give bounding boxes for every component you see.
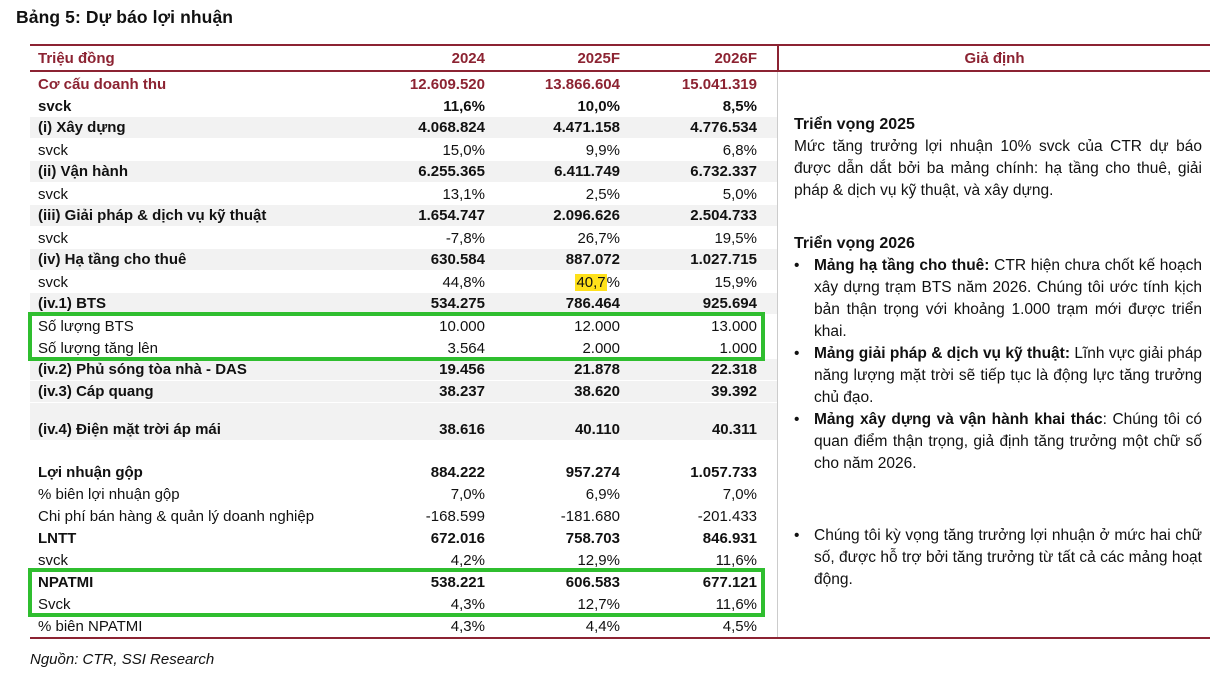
value-2026f: 1.000 [719, 339, 757, 357]
value-2024: 538.221 [430, 573, 485, 591]
green-highlight-box [30, 571, 777, 615]
table-body-left [30, 72, 777, 637]
row-label: svck [38, 185, 68, 203]
value-2026f: 6,8% [722, 141, 757, 159]
value-2024: 12.609.520 [409, 75, 485, 93]
table-row [30, 183, 777, 205]
assumption-paragraph: Mức tăng trưởng lợi nhuận 10% svck của CTR dự báo được dẫn dắt bởi ba mảng chính: hạ tầng cho thuê, giải pháp & dịch vụ kỹ thuật, và xây dựng. [794, 138, 1202, 199]
value-2026f: 4,5% [722, 617, 757, 635]
value-2024: 4,3% [450, 595, 485, 613]
value-2024: 10.000 [439, 317, 485, 335]
table-row [30, 117, 777, 139]
green-highlight-box [30, 315, 777, 359]
value-2025f: 9,9% [585, 141, 620, 159]
value-2024: 534.275 [430, 295, 485, 312]
value-2026f: 13.000 [711, 317, 757, 335]
table-header [30, 46, 1210, 72]
value-2025f: 12.000 [574, 317, 620, 335]
table-header-left [30, 46, 777, 70]
highlighted-value: 40,7 [576, 273, 606, 291]
row-label: Chi phí bán hàng & quản lý doanh nghiệp [38, 507, 315, 525]
assumption-bullet [794, 409, 1202, 475]
value-2026f: 677.121 [702, 573, 757, 591]
value-2026f: 40.311 [711, 421, 757, 438]
value-2025f: 10,0% [577, 97, 620, 115]
row-label: (iii) Giải pháp & dịch vụ kỹ thuật [38, 207, 267, 224]
assumption-heading: Triển vọng 2026 [794, 235, 915, 252]
row-label: svck [38, 551, 68, 569]
value-2024: 4.068.824 [418, 119, 485, 136]
value-2025f: 38.620 [574, 383, 620, 400]
value-2026f: 19,5% [714, 229, 757, 247]
table-row [30, 419, 777, 441]
row-label: NPATMI [38, 573, 94, 591]
assumption-heading: Triển vọng 2025 [794, 116, 915, 133]
value-2025f: 40,7% [576, 273, 620, 291]
row-label: (ii) Vận hành [38, 163, 128, 180]
column-header-2024: 2024 [451, 49, 485, 67]
value-2025f: 786.464 [565, 295, 620, 312]
assumption-bullet [794, 343, 1202, 409]
table-row [30, 161, 777, 183]
row-label: Lợi nhuận gộp [38, 463, 143, 481]
bullet-icon: • [794, 257, 800, 274]
value-2024: 1.654.747 [418, 207, 485, 224]
value-2025f: 957.274 [565, 463, 620, 481]
value-2024: 6.255.365 [418, 163, 485, 180]
value-2024: 4,2% [450, 551, 485, 569]
value-2026f: 15,9% [714, 273, 757, 291]
value-2024: 11,6% [443, 97, 485, 115]
value-2024: -168.599 [425, 507, 485, 525]
table-row [30, 95, 777, 117]
table-row [30, 359, 777, 381]
value-2024: 38.616 [439, 421, 485, 438]
value-2025f: 6.411.749 [554, 163, 620, 180]
value-2024: 7,0% [450, 485, 485, 503]
value-2024: -7,8% [445, 229, 485, 247]
assumptions-panel [777, 72, 1210, 637]
table-row [30, 461, 777, 483]
row-label: Cơ cấu doanh thu [38, 75, 167, 93]
table-row [30, 139, 777, 161]
row-label: svck [38, 97, 72, 115]
table-row [30, 293, 777, 315]
value-2026f: 7,0% [722, 485, 757, 503]
value-2024: 15,0% [442, 141, 485, 159]
value-2024: 19.456 [439, 361, 485, 378]
source-note: Nguồn: CTR, SSI Research [30, 651, 215, 668]
value-2024: 630.584 [430, 251, 485, 268]
table-row [30, 249, 777, 271]
value-2025f: 12,9% [577, 551, 620, 569]
row-label: (iv.1) BTS [38, 295, 107, 312]
table-title: Bảng 5: Dự báo lợi nhuận [16, 7, 234, 27]
value-2026f: 2.504.733 [690, 207, 757, 224]
row-label: (iv.4) Điện mặt trời áp mái [38, 421, 221, 438]
value-2026f: 11,6% [715, 595, 757, 613]
unit-header: Triệu đồng [38, 49, 115, 67]
value-2025f: 606.583 [565, 573, 620, 591]
spacer-row [30, 441, 777, 461]
forecast-table [30, 44, 1210, 639]
table-row [30, 483, 777, 505]
value-2025f: 2,5% [585, 185, 620, 203]
value-2025f: 758.703 [565, 529, 620, 547]
value-2025f: 4,4% [585, 617, 620, 635]
value-2026f: 22.318 [711, 361, 757, 378]
row-label: Số lượng BTS [38, 317, 134, 335]
row-label: svck [38, 273, 68, 291]
value-2025f: 12,7% [577, 595, 620, 613]
bullet-text: Chúng tôi kỳ vọng tăng trưởng lợi nhuận ở mức hai chữ số, được hỗ trợ bởi tăng trưởng từ tất cả các mảng hoạt động. [814, 527, 1202, 588]
value-2025f: 6,9% [585, 485, 620, 503]
row-label: % biên NPATMI [38, 617, 143, 635]
row-label: svck [38, 141, 68, 159]
spacer-row [30, 403, 777, 419]
assumption-bullet [794, 255, 1202, 343]
value-2026f: 5,0% [722, 185, 757, 203]
value-2025f: 887.072 [565, 251, 620, 268]
value-2026f: 1.027.715 [690, 251, 757, 268]
row-label: LNTT [38, 529, 77, 547]
row-label: (iv.2) Phủ sóng tòa nhà - DAS [38, 361, 247, 378]
value-2024: 3.564 [447, 339, 485, 357]
table-row [30, 381, 777, 403]
bullet-icon: • [794, 527, 800, 544]
value-2024: 38.237 [439, 383, 485, 400]
value-2024: 44,8% [442, 273, 485, 291]
value-2024: 884.222 [430, 463, 485, 481]
table-row [30, 227, 777, 249]
bullet-text: Mảng giải pháp & dịch vụ kỹ thuật: Lĩnh vực giải pháp năng lượng mặt trời sẽ tiếp tục là động lực tăng trưởng chủ đạo. [814, 345, 1202, 406]
value-2025f: -181.680 [560, 507, 620, 525]
value-2024: 672.016 [430, 529, 485, 547]
value-2026f: -201.433 [697, 507, 757, 525]
table-row [30, 337, 777, 359]
value-2026f: 925.694 [702, 295, 757, 312]
value-2026f: 6.732.337 [690, 163, 757, 180]
value-2026f: 1.057.733 [690, 463, 757, 481]
table-row [30, 615, 777, 637]
bullet-icon: • [794, 345, 800, 362]
row-label: svck [38, 229, 68, 247]
table-row [30, 527, 777, 549]
column-header-2026f: 2026F [714, 49, 757, 67]
bullet-icon: • [794, 411, 800, 428]
value-2025f: 21.878 [574, 361, 620, 378]
row-label: Svck [38, 595, 71, 613]
bullet-text: Mảng xây dựng và vận hành khai thác: Chúng tôi có quan điểm thận trọng, giả định tăng trưởng một chữ số cho năm 2026. [814, 411, 1202, 472]
value-2025f: 4.471.158 [553, 119, 620, 136]
value-2025f: 26,7% [577, 229, 620, 247]
table-row [30, 271, 777, 293]
value-2025f: 2.096.626 [553, 207, 620, 224]
table-row [30, 505, 777, 527]
table-row [30, 571, 777, 593]
value-2026f: 11,6% [715, 551, 757, 569]
value-2026f: 4.776.534 [690, 119, 757, 136]
value-2026f: 846.931 [702, 529, 757, 547]
value-2025f: 40.110 [574, 421, 620, 438]
column-header-2025f: 2025F [577, 49, 620, 67]
value-2025f: 13.866.604 [544, 75, 620, 93]
row-label: (iv) Hạ tầng cho thuê [38, 251, 187, 268]
table-row [30, 549, 777, 571]
row-label: (iv.3) Cáp quang [38, 383, 154, 400]
table-row [30, 315, 777, 337]
bullet-text: Mảng hạ tầng cho thuê: CTR hiện chưa chốt kế hoạch xây dựng trạm BTS năm 2026. Chúng tôi ước tính kịch bản thận trọng với khoảng 1.000 trạm mới được triển khai. [814, 257, 1203, 340]
row-label: % biên lợi nhuận gộp [38, 485, 180, 503]
value-2026f: 15.041.319 [681, 75, 757, 93]
assumption-bullet [794, 525, 1202, 591]
row-label: Số lượng tăng lên [38, 339, 158, 357]
value-2025f: 2.000 [582, 339, 620, 357]
value-2024: 13,1% [442, 185, 485, 203]
table-row [30, 593, 777, 615]
assumptions-header: Giả định [777, 46, 1210, 70]
row-label: (i) Xây dựng [38, 119, 126, 136]
table-body [30, 72, 1210, 637]
value-2026f: 39.392 [711, 383, 757, 400]
value-2024: 4,3% [450, 617, 485, 635]
value-2026f: 8,5% [722, 97, 757, 115]
table-row [30, 205, 777, 227]
table-row [30, 73, 777, 95]
